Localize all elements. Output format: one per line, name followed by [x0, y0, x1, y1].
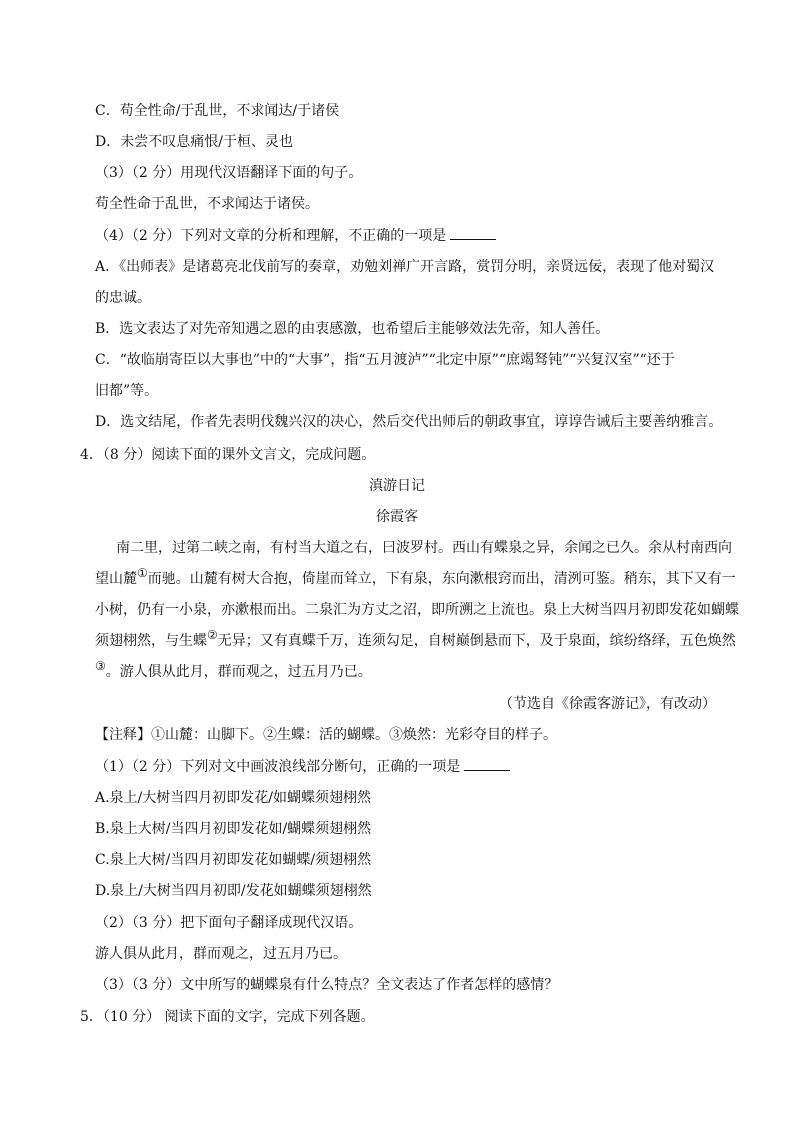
q4-option-a: A.泉上/大树当四月初即发花/如蝴蝶须翅栩然 — [95, 790, 371, 806]
note-marker-2: ② — [207, 628, 218, 642]
sub-question-3: （3）（2 分）用现代汉语翻译下面的句子。 — [95, 165, 363, 181]
passage-notes: 【注释】①山麓：山脚下。②生蝶：活的蝴蝶。③焕然：光彩夺目的样子。 — [95, 727, 557, 743]
sub-question-4-text: （4）（2 分）下列对文章的分析和理解，不正确的一项是 — [95, 228, 447, 244]
option-d: D．未尝不叹息痛恨/于桓、灵也 — [95, 134, 293, 150]
passage-text: 须翅栩然，与生蝶 — [95, 633, 207, 649]
option-c-line1: C．“故临崩寄臣以大事也”中的“大事”，指“五月渡泸”“北定中原”“庶竭驽钝”“兴复汉室”“还于 — [95, 352, 675, 368]
translation-sentence: 苟全性命于乱世，不求闻达于诸侯。 — [95, 196, 319, 212]
answer-blank[interactable] — [450, 227, 496, 240]
note-marker-1: ① — [137, 566, 148, 580]
passage-line-5 — [95, 659, 372, 681]
q4-sub-question-1 — [95, 758, 510, 776]
option-d-analysis: D．选文结尾，作者先表明伐魏兴汉的决心，然后交代出师后的朝政事宜，谆谆告诫后主要善纳雅言。 — [95, 414, 723, 430]
option-b: B．选文表达了对先帝知遇之恩的由衷感激，也希望后主能够效法先帝，知人善任。 — [95, 321, 610, 337]
passage-title: 滇游日记 — [369, 478, 425, 494]
option-c-line2: 旧都”等。 — [95, 383, 159, 399]
q4-sub-question-2: （2）（3 分）把下面句子翻译成现代汉语。 — [95, 915, 363, 931]
note-marker-3: ③ — [95, 659, 106, 673]
answer-blank[interactable] — [464, 758, 510, 771]
q4-option-d: D.泉上/大树当四月初即/发花如蝴蝶须翅栩然 — [95, 883, 372, 899]
passage-source: （节选自《徐霞客游记》，有改动） — [499, 696, 716, 712]
sub-question-4 — [95, 227, 496, 245]
q4-sub1-text: （1）（2 分）下列对文中画波浪线部分断句，正确的一项是 — [95, 759, 461, 775]
question-4-header: 4．（8 分）阅读下面的课外文言文，完成问题。 — [80, 447, 376, 463]
option-a-line1: A．《出师表》是诸葛亮北伐前写的奏章，劝勉刘禅广开言路，赏罚分明，亲贤远佞，表现了他对蜀汉 — [95, 259, 715, 275]
question-5-header: 5．（10 分） 阅读下面的文字，完成下列各题。 — [80, 1009, 375, 1025]
passage-line-2 — [95, 566, 736, 588]
passage-text: 而驰。山麓有树大合抱，倚崖而耸立，下有泉，东向漱根窍而出，清洌可鉴。稍东，其下又有一 — [147, 571, 736, 587]
passage-text: 无异；又有真蝶千万，连须勾足，自树巅倒悬而下，及于泉面，缤纷络绎，五色焕然 — [217, 633, 736, 649]
q4-sub-question-3: （3）（3 分）文中所写的蝴蝶泉有什么特点？全文表达了作者怎样的感情？ — [95, 977, 559, 993]
passage-text: 望山麓 — [95, 571, 137, 587]
option-a-line2: 的忠诚。 — [95, 290, 151, 306]
passage-author: 徐霞客 — [376, 509, 418, 525]
passage-line-1: 南二里，过第二峡之南，有村当大道之右，曰波罗村。西山有蝶泉之异，余闻之已久。余从村南西向 — [116, 540, 732, 556]
q4-option-b: B.泉上大树/当四月初即发花如/蝴蝶须翅栩然 — [95, 821, 372, 837]
option-c: C．苟全性命/于乱世，不求闻达/于诸侯 — [95, 103, 340, 119]
q4-option-c: C.泉上大树/当四月初即发花如蝴蝶/须翅栩然 — [95, 852, 372, 868]
passage-line-3: 小树，仍有一小泉，亦漱根而出。二泉汇为方丈之沼，即所溯之上流也。泉上大树当四月初即发花如蝴蝶 — [95, 602, 739, 618]
passage-text: 。游人俱从此月，群而观之，过五月乃已。 — [105, 664, 372, 680]
passage-line-4 — [95, 628, 736, 650]
q4-translation-sentence: 游人俱从此月，群而观之，过五月乃已。 — [95, 946, 347, 962]
